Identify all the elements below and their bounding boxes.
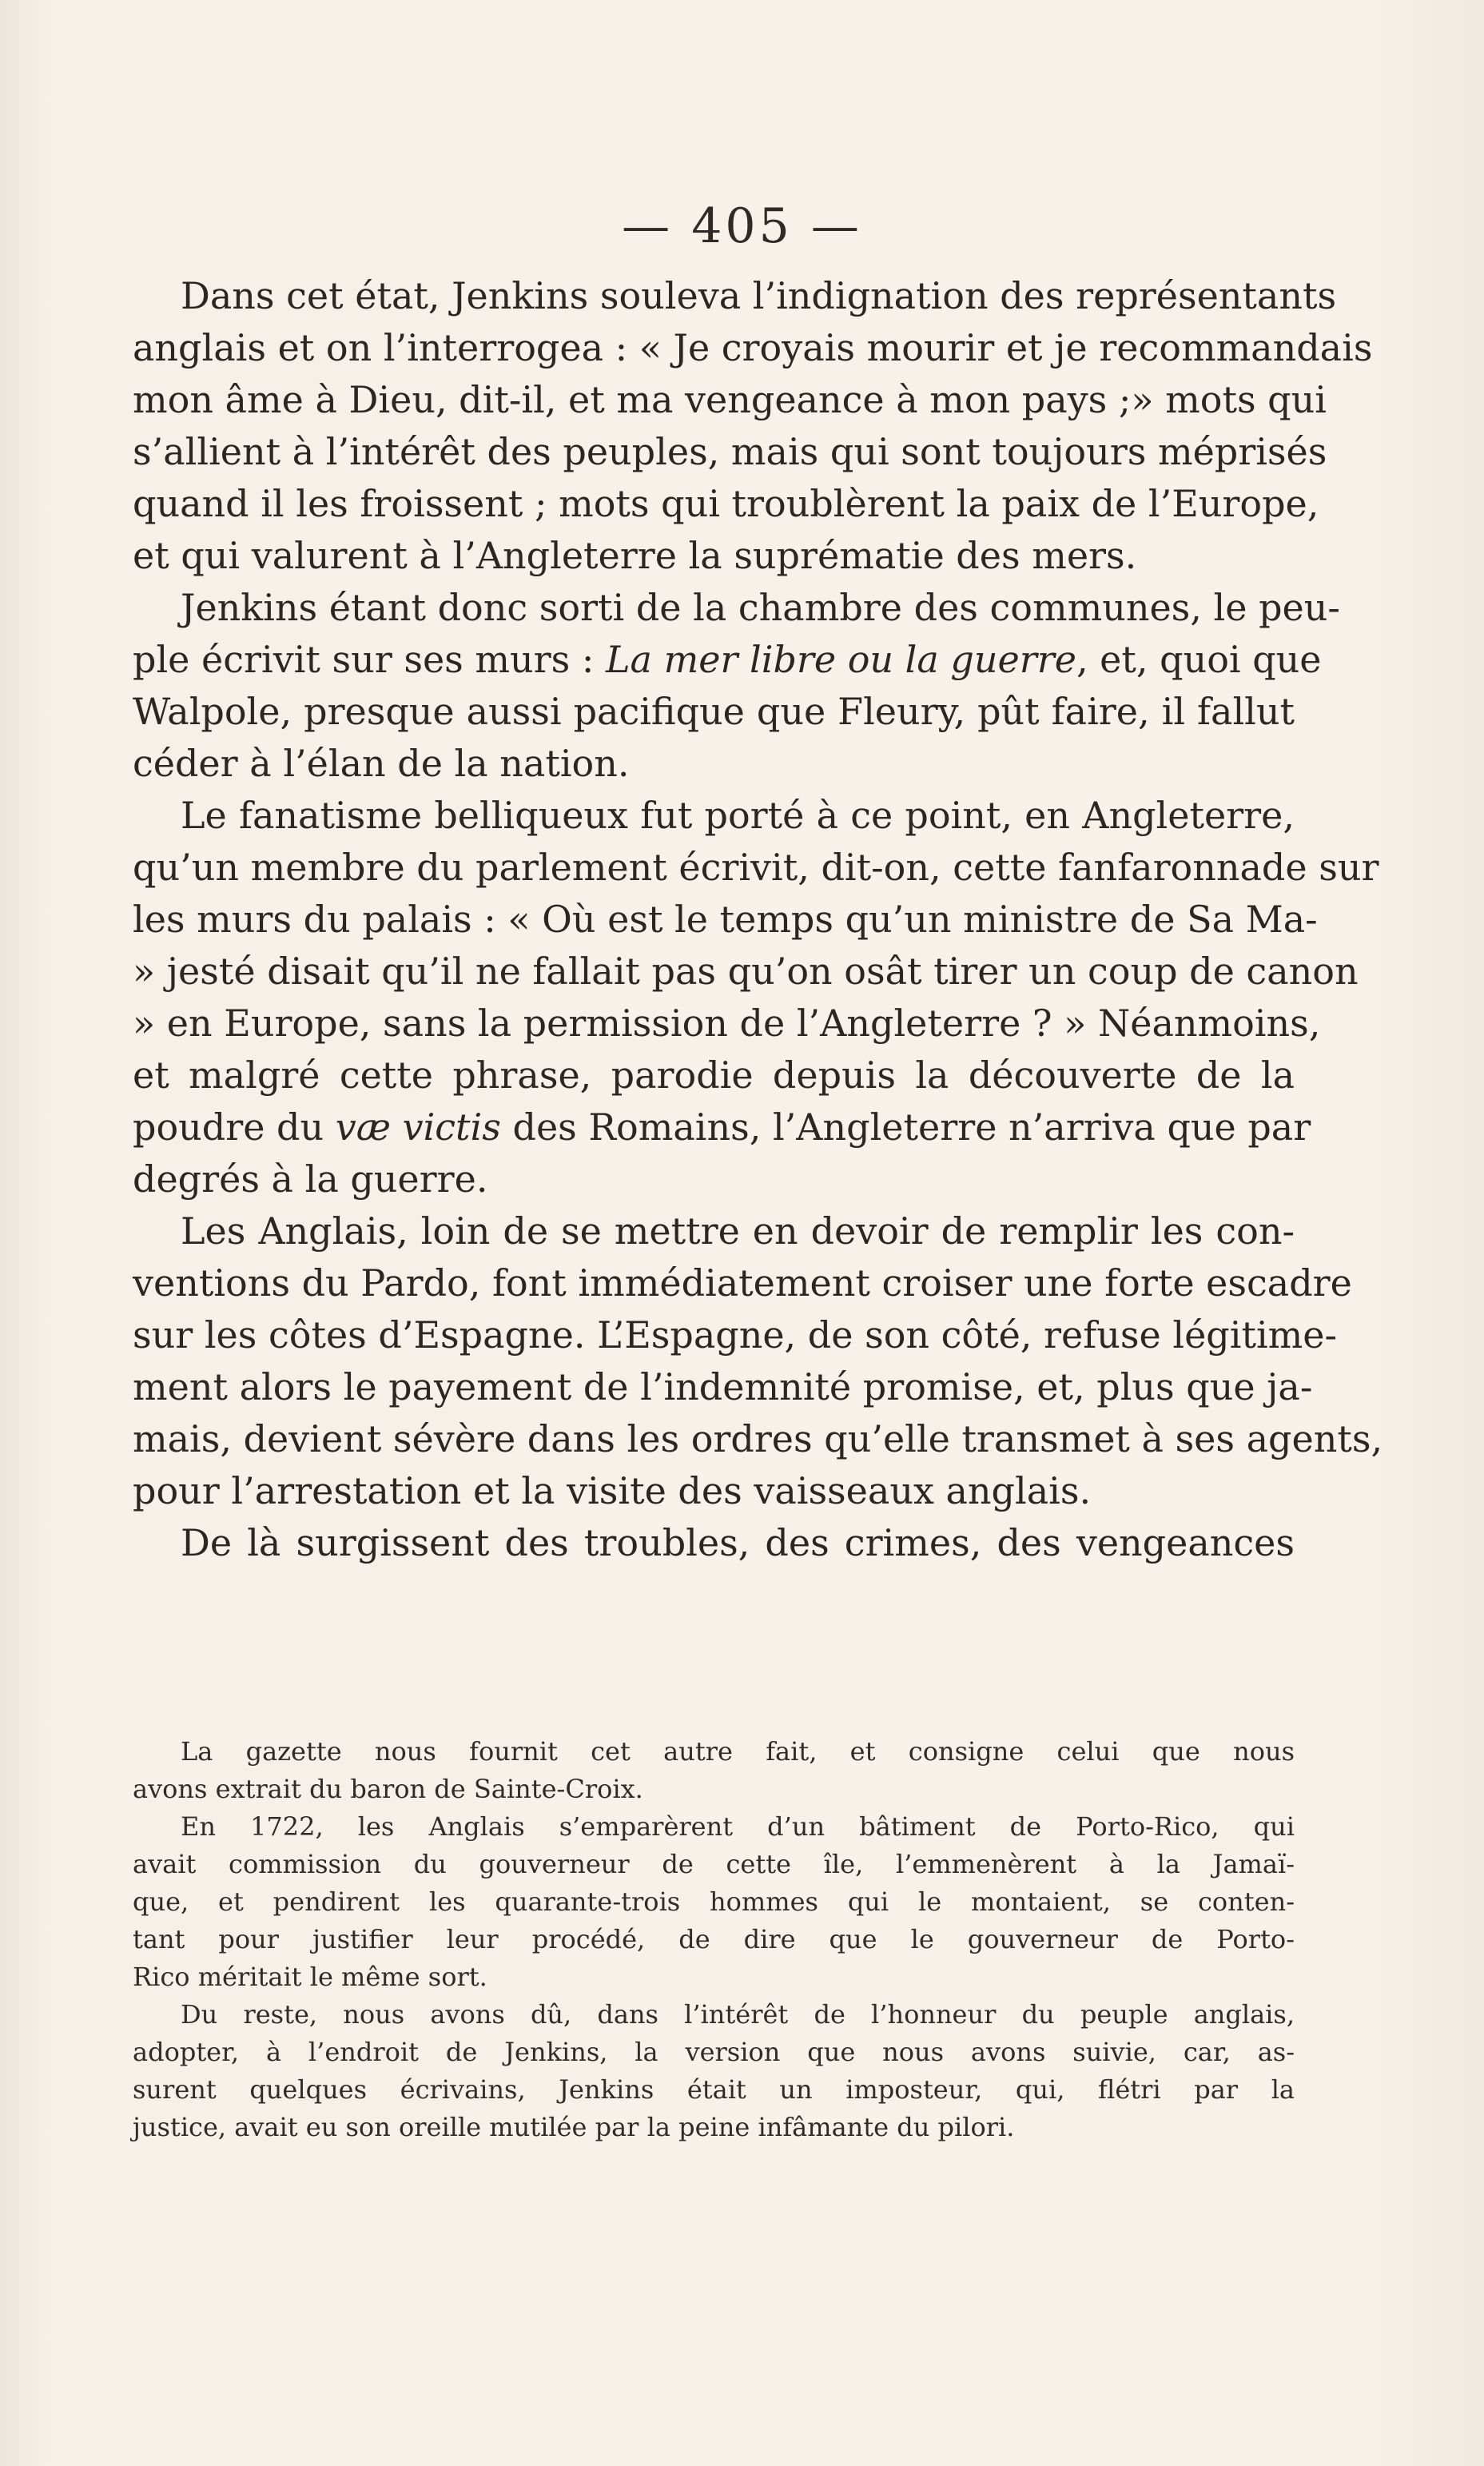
italic-phrase: La mer libre ou la guerre	[605, 638, 1076, 681]
text-line: qu’un membre du parlement écrivit, dit-on, cette fanfaronnade sur	[133, 846, 1379, 889]
text-line: et qui valurent à l’Angleterre la suprématie des mers.	[133, 534, 1137, 577]
text-line: ple écrivit sur ses murs : La mer libre ou la guerre, et, quoi que	[133, 638, 1322, 681]
footnote-line: avons extrait du baron de Sainte-Croix.	[133, 1774, 643, 1804]
text-line: et malgré cette phrase, parodie depuis la découverte de la	[133, 1054, 1295, 1097]
text-line: Dans cet état, Jenkins souleva l’indignation des représentants	[181, 274, 1337, 317]
main-text	[133, 270, 1383, 1569]
footnote-line: Rico méritait le même sort.	[133, 1962, 487, 1992]
text-line: degrés à la guerre.	[133, 1157, 488, 1201]
footnote-line: Du reste, nous avons dû, dans l’intérêt de l’honneur du peuple anglais,	[181, 1999, 1295, 2030]
footnote-line: La gazette nous fournit cet autre fait, et consigne celui que nous	[181, 1736, 1295, 1767]
text-line: Les Anglais, loin de se mettre en devoir de remplir les con-	[181, 1209, 1295, 1253]
footnote-line: En 1722, les Anglais s’emparèrent d’un bâtiment de Porto-Rico, qui	[181, 1811, 1295, 1842]
text-line: Le fanatisme belliqueux fut porté à ce point, en Angleterre,	[181, 794, 1295, 837]
text-line: les murs du palais : « Où est le temps qu’un ministre de Sa Ma-	[133, 898, 1318, 941]
footnotes	[133, 1733, 1295, 2146]
text-line: Jenkins étant donc sorti de la chambre des communes, le peu-	[181, 586, 1340, 629]
text-line: De là surgissent des troubles, des crimes, des vengeances	[181, 1521, 1295, 1564]
italic-phrase: væ victis	[335, 1106, 501, 1149]
page-number: — 405 —	[622, 198, 862, 254]
text-line: anglais et on l’interrogea : « Je croyais mourir et je recommandais	[133, 326, 1373, 369]
footnote-line: surent quelques écrivains, Jenkins était un imposteur, qui, flétri par la	[133, 2074, 1295, 2105]
text-line: ventions du Pardo, font immédiatement croiser une forte escadre	[133, 1261, 1352, 1305]
text-line: mais, devient sévère dans les ordres qu’elle transmet à ses agents,	[133, 1417, 1383, 1460]
text-line: poudre du væ victis des Romains, l’Angleterre n’arriva que par	[133, 1106, 1311, 1149]
text-line: sur les côtes d’Espagne. L’Espagne, de son côté, refuse légitime-	[133, 1313, 1338, 1356]
text-line: céder à l’élan de la nation.	[133, 742, 630, 785]
footnote-line: avait commission du gouverneur de cette île, l’emmenèrent à la Jamaï-	[133, 1849, 1295, 1879]
text-line: ment alors le payement de l’indemnité promise, et, plus que ja-	[133, 1365, 1313, 1408]
text-line: » jesté disait qu’il ne fallait pas qu’on osât tirer un coup de canon	[133, 950, 1359, 993]
text-line: s’allient à l’intérêt des peuples, mais qui sont toujours méprisés	[133, 430, 1327, 473]
footnote-line: tant pour justifier leur procédé, de dire que le gouverneur de Porto-	[133, 1924, 1295, 1954]
text-line: mon âme à Dieu, dit-il, et ma vengeance à mon pays ;» mots qui	[133, 378, 1327, 421]
footnote-line: justice, avait eu son oreille mutilée par la peine infâmante du pilori.	[133, 2112, 1015, 2142]
text-line: Walpole, presque aussi pacifique que Fleury, pût faire, il fallut	[133, 690, 1295, 733]
text-line: quand il les froissent ; mots qui troublèrent la paix de l’Europe,	[133, 482, 1319, 525]
text-line: pour l’arrestation et la visite des vaisseaux anglais.	[133, 1469, 1092, 1512]
footnote-line: que, et pendirent les quarante-trois hommes qui le montaient, se conten-	[133, 1886, 1295, 1917]
footnote-line: adopter, à l’endroit de Jenkins, la version que nous avons suivie, car, as-	[133, 2037, 1295, 2067]
text-line: » en Europe, sans la permission de l’Angleterre ? » Néanmoins,	[133, 1002, 1321, 1045]
